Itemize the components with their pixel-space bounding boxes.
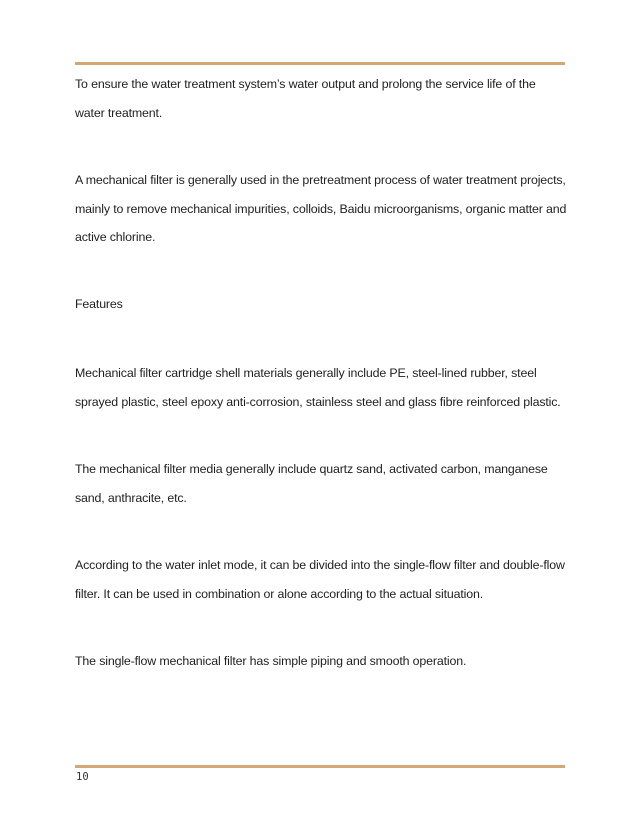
paragraph-inlet-mode: According to the water inlet mode, it can be divided into the single-flow filter and double-flow filter. It can be used in combination or alone according to the actual situation. (75, 558, 565, 601)
footer-rule (75, 765, 565, 768)
paragraph-mechanical-filter: A mechanical filter is generally used in the pretreatment process of water treatment projects, mainly to remove mechanical impurities, colloids, Baidu microorganisms, organic matter and active chlorine. (75, 173, 567, 244)
section-heading-features: Features (75, 297, 123, 311)
paragraph-intro: To ensure the water treatment system’s water output and prolong the service life of the water treatment. (75, 77, 536, 120)
header-rule (75, 62, 565, 65)
paragraph-single-flow: The single-flow mechanical filter has simple piping and smooth operation. (75, 654, 467, 668)
paragraph-shell-materials: Mechanical filter cartridge shell materials generally include PE, steel-lined rubber, steel sprayed plastic, steel epoxy anti-corrosion, stainless steel and glass fibre reinforced plastic. (75, 366, 561, 409)
page-number: 10 (76, 771, 89, 783)
paragraph-filter-media: The mechanical filter media generally include quartz sand, activated carbon, manganese sand, anthracite, etc. (75, 462, 548, 505)
